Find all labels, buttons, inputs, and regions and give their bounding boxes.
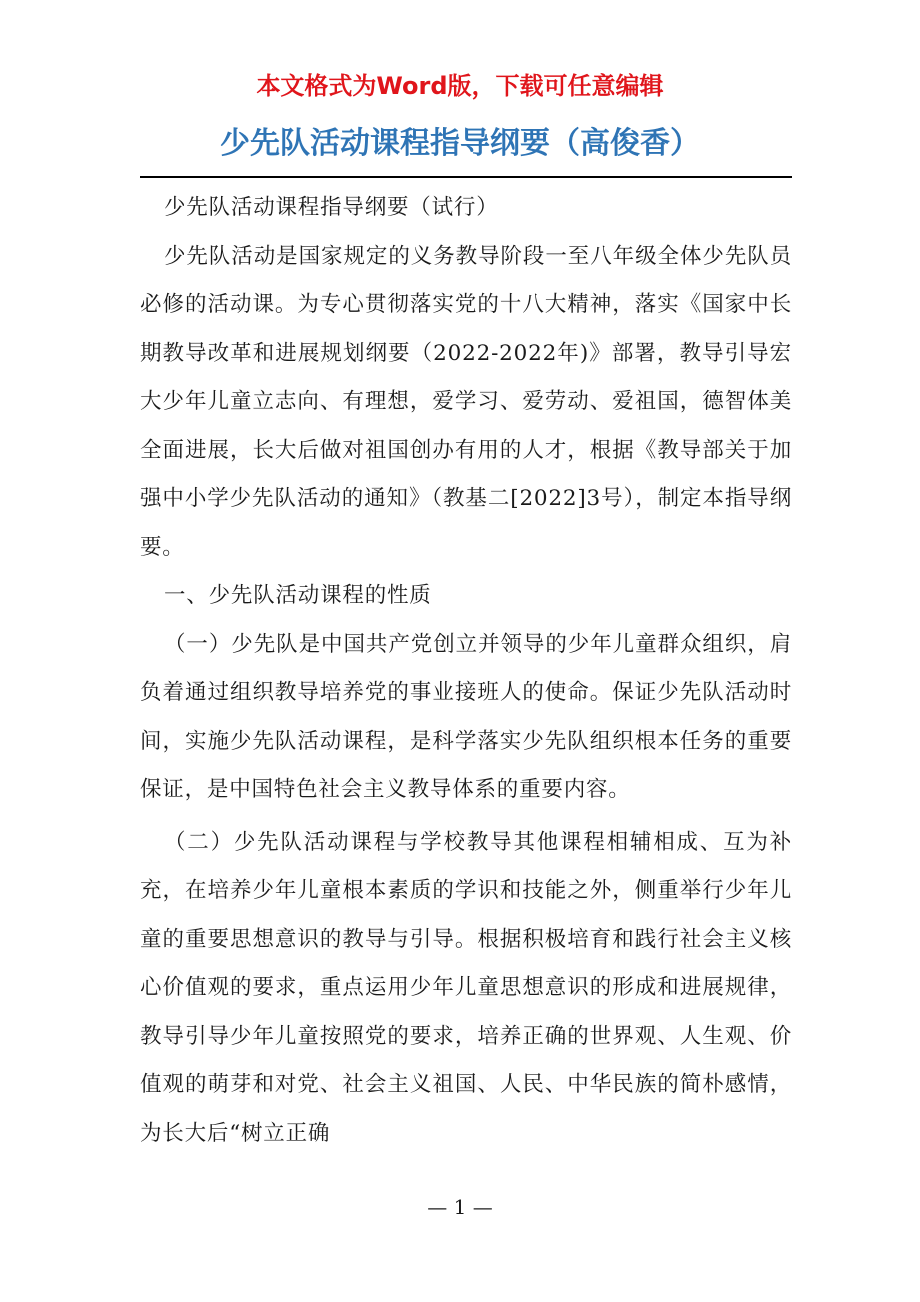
page-number: — 1 — bbox=[427, 1195, 493, 1219]
title-divider bbox=[140, 176, 792, 178]
section-heading: 一、少先队活动课程的性质 bbox=[164, 583, 432, 608]
body-paragraph-2: （二）少先队活动课程与学校教导其他课程相辅相成、互为补充，在培养少年儿童根本素质的学识和技能之外，侧重举行少年儿童的重要思想意识的教导与引导。根据积极培育和践行社会主义核心价值观的要求，重点运用少年儿童思想意识的形成和进展规律，教导引导少年儿童按照党的要求，培养正确的世界观、人生观、价值观的萌芽和对党、社会主义祖国、人民、中华民族的简朴感情，为长大后“树立正确 bbox=[140, 829, 792, 1146]
document-title: 少先队活动课程指导纲要（高俊香） bbox=[220, 126, 700, 161]
document-body bbox=[140, 184, 792, 1158]
subtitle-paragraph: 少先队活动课程指导纲要（试行） bbox=[164, 195, 499, 220]
intro-paragraph: 少先队活动是国家规定的义务教导阶段一至八年级全体少先队员必修的活动课。为专心贯彻落实党的十八大精神，落实《国家中长期教导改革和进展规划纲要（2022-2022年)》部署，教导引导宏大少年儿童立志向、有理想，爱学习、爱劳动、爱祖国，德智体美全面进展，长大后做对祖国创办有用的人才，根据《教导部关于加强中小学少先队活动的通知》（教基二[2022]3号），制定本指导纲要。 bbox=[140, 243, 792, 560]
format-notice-banner: 本文格式为Word版，下载可任意编辑 bbox=[256, 72, 664, 100]
body-paragraph-1: （一）少先队是中国共产党创立并领导的少年儿童群众组织，肩负着通过组织教导培养党的事业接班人的使命。保证少先队活动时间，实施少先队活动课程，是科学落实少先队组织根本任务的重要保证，是中国特色社会主义教导体系的重要内容。 bbox=[140, 631, 792, 802]
